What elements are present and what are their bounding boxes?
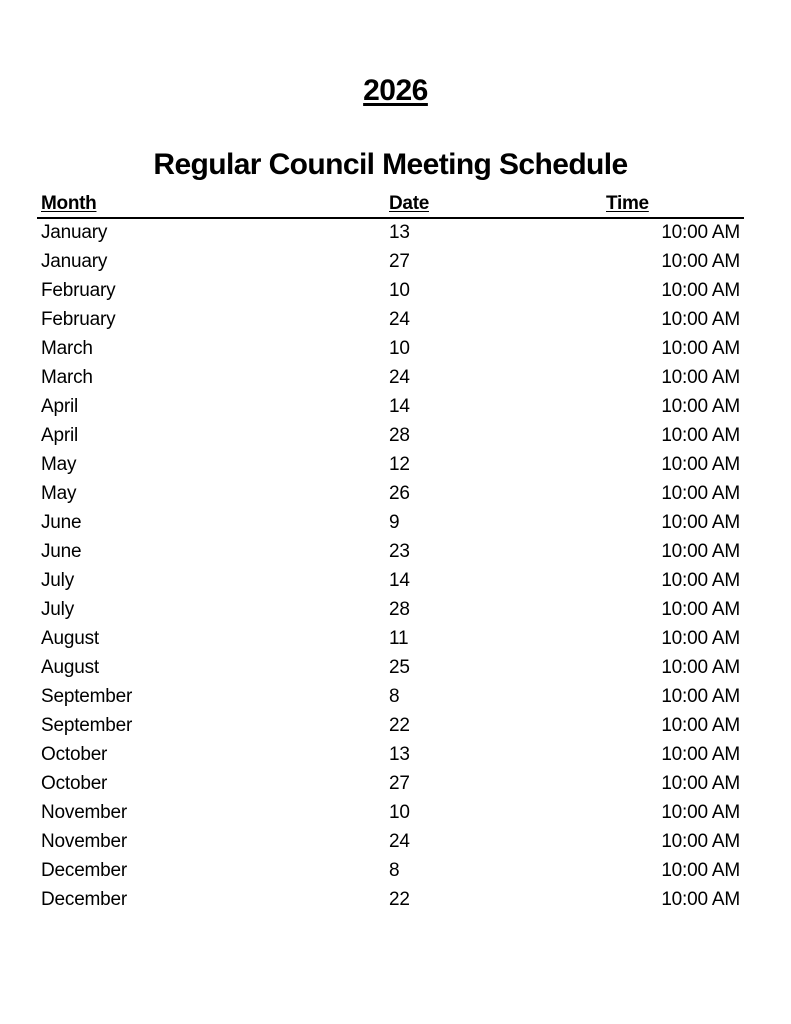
cell-date: 12: [389, 454, 410, 475]
cell-month: July: [41, 570, 74, 591]
cell-time: 10:00 AM: [661, 454, 740, 475]
cell-time: 10:00 AM: [661, 222, 740, 243]
table-row: [37, 829, 744, 858]
cell-date: 27: [389, 251, 410, 272]
cell-time: 10:00 AM: [661, 686, 740, 707]
table-row: [37, 539, 744, 568]
table-row: [37, 858, 744, 887]
cell-month: May: [41, 483, 77, 504]
cell-date: 11: [389, 628, 409, 649]
cell-date: 23: [389, 541, 410, 562]
table-row: [37, 626, 744, 655]
cell-month: May: [41, 454, 77, 475]
cell-time: 10:00 AM: [661, 715, 740, 736]
table-row: [37, 307, 744, 336]
cell-month: September: [41, 715, 133, 736]
cell-time: 10:00 AM: [661, 860, 740, 881]
cell-date: 28: [389, 599, 410, 620]
cell-time: 10:00 AM: [661, 773, 740, 794]
cell-date: 9: [389, 512, 400, 533]
cell-time: 10:00 AM: [661, 309, 740, 330]
cell-month: June: [41, 512, 82, 533]
table-row: [37, 278, 744, 307]
cell-month: January: [41, 251, 108, 272]
cell-time: 10:00 AM: [661, 425, 740, 446]
cell-time: 10:00 AM: [661, 744, 740, 765]
cell-month: April: [41, 425, 79, 446]
cell-date: 8: [389, 860, 400, 881]
table-row: [37, 481, 744, 510]
table-row: [37, 249, 744, 278]
table-row: [37, 220, 744, 249]
cell-date: 22: [389, 889, 410, 910]
table-row: [37, 365, 744, 394]
cell-time: 10:00 AM: [661, 628, 740, 649]
cell-time: 10:00 AM: [661, 599, 740, 620]
cell-time: 10:00 AM: [661, 831, 740, 852]
column-header-month: Month: [41, 193, 97, 214]
cell-date: 13: [389, 744, 410, 765]
cell-month: March: [41, 338, 93, 359]
table-row: [37, 655, 744, 684]
cell-month: July: [41, 599, 74, 620]
table-row: [37, 336, 744, 365]
cell-date: 24: [389, 309, 410, 330]
cell-month: November: [41, 802, 128, 823]
table-row: [37, 771, 744, 800]
cell-time: 10:00 AM: [661, 367, 740, 388]
cell-date: 26: [389, 483, 410, 504]
cell-time: 10:00 AM: [661, 657, 740, 678]
table-row: [37, 452, 744, 481]
cell-date: 28: [389, 425, 410, 446]
cell-date: 10: [389, 802, 410, 823]
column-header-time: Time: [606, 193, 649, 214]
page-title: Regular Council Meeting Schedule: [153, 148, 628, 181]
schedule-table-body: [37, 220, 744, 916]
table-row: [37, 713, 744, 742]
cell-month: December: [41, 860, 128, 881]
cell-date: 13: [389, 222, 410, 243]
cell-time: 10:00 AM: [661, 251, 740, 272]
cell-month: September: [41, 686, 133, 707]
cell-time: 10:00 AM: [661, 338, 740, 359]
cell-date: 14: [389, 396, 410, 417]
table-row: [37, 568, 744, 597]
cell-date: 8: [389, 686, 400, 707]
schedule-year: 2026: [363, 74, 428, 107]
cell-date: 14: [389, 570, 410, 591]
table-row: [37, 742, 744, 771]
cell-date: 22: [389, 715, 410, 736]
cell-month: February: [41, 280, 116, 301]
cell-month: June: [41, 541, 82, 562]
table-row: [37, 887, 744, 916]
cell-time: 10:00 AM: [661, 570, 740, 591]
cell-date: 10: [389, 280, 410, 301]
cell-time: 10:00 AM: [661, 541, 740, 562]
cell-month: March: [41, 367, 93, 388]
table-row: [37, 800, 744, 829]
cell-month: October: [41, 744, 108, 765]
cell-time: 10:00 AM: [661, 396, 740, 417]
cell-date: 27: [389, 773, 410, 794]
cell-month: August: [41, 628, 99, 649]
cell-month: August: [41, 657, 99, 678]
cell-month: January: [41, 222, 108, 243]
cell-time: 10:00 AM: [661, 889, 740, 910]
cell-date: 10: [389, 338, 410, 359]
cell-time: 10:00 AM: [661, 483, 740, 504]
cell-month: February: [41, 309, 116, 330]
table-row: [37, 597, 744, 626]
cell-time: 10:00 AM: [661, 280, 740, 301]
table-header: [37, 193, 744, 219]
cell-month: April: [41, 396, 79, 417]
cell-month: November: [41, 831, 128, 852]
cell-date: 24: [389, 831, 410, 852]
cell-time: 10:00 AM: [661, 802, 740, 823]
cell-date: 24: [389, 367, 410, 388]
table-row: [37, 510, 744, 539]
cell-date: 25: [389, 657, 410, 678]
cell-time: 10:00 AM: [661, 512, 740, 533]
table-row: [37, 423, 744, 452]
cell-month: December: [41, 889, 128, 910]
cell-month: October: [41, 773, 108, 794]
column-header-date: Date: [389, 193, 429, 214]
table-row: [37, 684, 744, 713]
table-row: [37, 394, 744, 423]
